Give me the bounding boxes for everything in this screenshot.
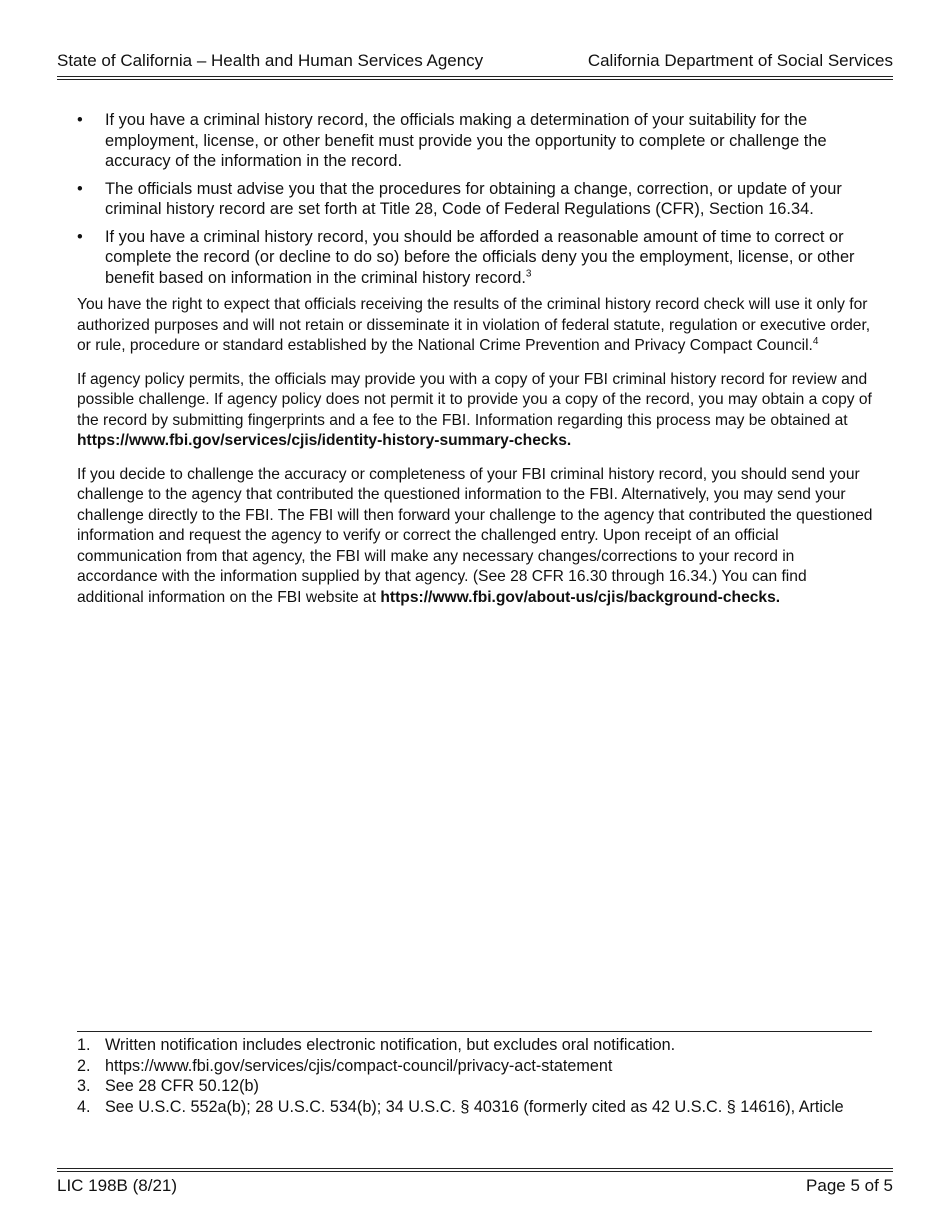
footnote-ref: 4 — [812, 335, 819, 347]
footnote-text: https://www.fbi.gov/services/cjis/compact-council/privacy-act-statement — [105, 1056, 613, 1075]
form-number: LIC 198B (8/21) — [57, 1176, 178, 1195]
footnote-number: 3. — [77, 1077, 91, 1095]
footnote-text: See 28 CFR 50.12(b) — [105, 1077, 259, 1095]
background-checks-link[interactable]: https://www.fbi.gov/about-us/cjis/background-checks. — [380, 588, 781, 606]
rights-bullet-list — [77, 110, 874, 288]
bullet-marker: • — [77, 179, 83, 198]
bullet-item — [77, 227, 874, 289]
header-rule — [57, 76, 893, 80]
footnote-item — [77, 1056, 874, 1077]
footnote-text: Written notification includes electronic notification, but excludes oral notification. — [105, 1036, 676, 1054]
footnote-divider — [77, 1031, 872, 1032]
bullet-marker: • — [77, 111, 83, 129]
paragraph-text: You have the right to expect that officials receiving the results of the criminal history record check will use it only for authorized purposes and will not retain or disseminate it in violation of federal statute, regulation or executive order, or rule, procedure or standard established by the National Crime Prevention and Privacy Compact Council. — [77, 296, 871, 354]
paragraph-text: If agency policy permits, the officials may provide you with a copy of your FBI criminal history record for review and possible challenge. If agency policy does not permit it to provide you a copy of the record, you may obtain a copy of the record by submitting fingerprints and a fee to the FBI. Information regarding this process may be obtained at — [77, 370, 872, 429]
paragraph-authorized-use — [77, 295, 874, 357]
footnote-number: 2. — [77, 1056, 91, 1075]
paragraph-text: If you decide to challenge the accuracy or completeness of your FBI criminal history record, you should send your challenge to the agency that contributed the questioned information to the FBI. Alternatively, you may send your challenge directly to the FBI. The FBI will then forward your challenge to the agency that contributed the questioned information and request the agency to verify or correct the challenged entry. Upon receipt of an official communication from that agency, the FBI will make any necessary changes/corrections to your record in accordance with the information supplied by that agency. (See 28 CFR 16.30 through 16.34.) You can find additional information on the FBI website at — [77, 465, 873, 606]
bullet-marker: • — [77, 227, 83, 246]
main-content — [77, 110, 874, 621]
page-header — [57, 50, 893, 72]
page-footer — [57, 1175, 893, 1197]
footnote-item — [77, 1076, 874, 1097]
bullet-item — [77, 179, 874, 220]
footnote-item — [77, 1097, 874, 1118]
bullet-text: If you have a criminal history record, you should be afforded a reasonable amount of time to correct or complete the record (or decline to do so) before the officials deny you the employment, license, or other benefit based on information in the criminal history record. — [105, 227, 855, 287]
footnote-item — [77, 1035, 874, 1056]
bullet-item — [77, 110, 874, 172]
header-agency: State of California – Health and Human Services Agency — [57, 51, 484, 70]
footnote-number: 4. — [77, 1097, 91, 1116]
paragraph-challenge — [77, 465, 874, 609]
identity-history-link[interactable]: https://www.fbi.gov/services/cjis/identity-history-summary-checks. — [77, 432, 572, 449]
bullet-text: If you have a criminal history record, the officials making a determination of your suitability for the employment, license, or other benefit must provide you the opportunity to complete or challenge the accuracy of the information in the record. — [105, 111, 827, 170]
header-department: California Department of Social Services — [587, 51, 893, 70]
footnote-text: See U.S.C. 552a(b); 28 U.S.C. 534(b); 34 U.S.C. § 40316 (formerly cited as 42 U.S.C. § 14616), Article — [105, 1097, 844, 1116]
paragraph-record-copy — [77, 370, 874, 452]
footer-rule — [57, 1168, 893, 1172]
footnotes-list — [77, 1035, 874, 1117]
footnote-ref: 3 — [525, 268, 532, 280]
footnote-number: 1. — [77, 1036, 91, 1054]
page-number: Page 5 of 5 — [806, 1176, 893, 1195]
bullet-text: The officials must advise you that the procedures for obtaining a change, correction, or update of your criminal history record are set forth at Title 28, Code of Federal Regulations (CFR), Section 16.34. — [105, 179, 842, 218]
